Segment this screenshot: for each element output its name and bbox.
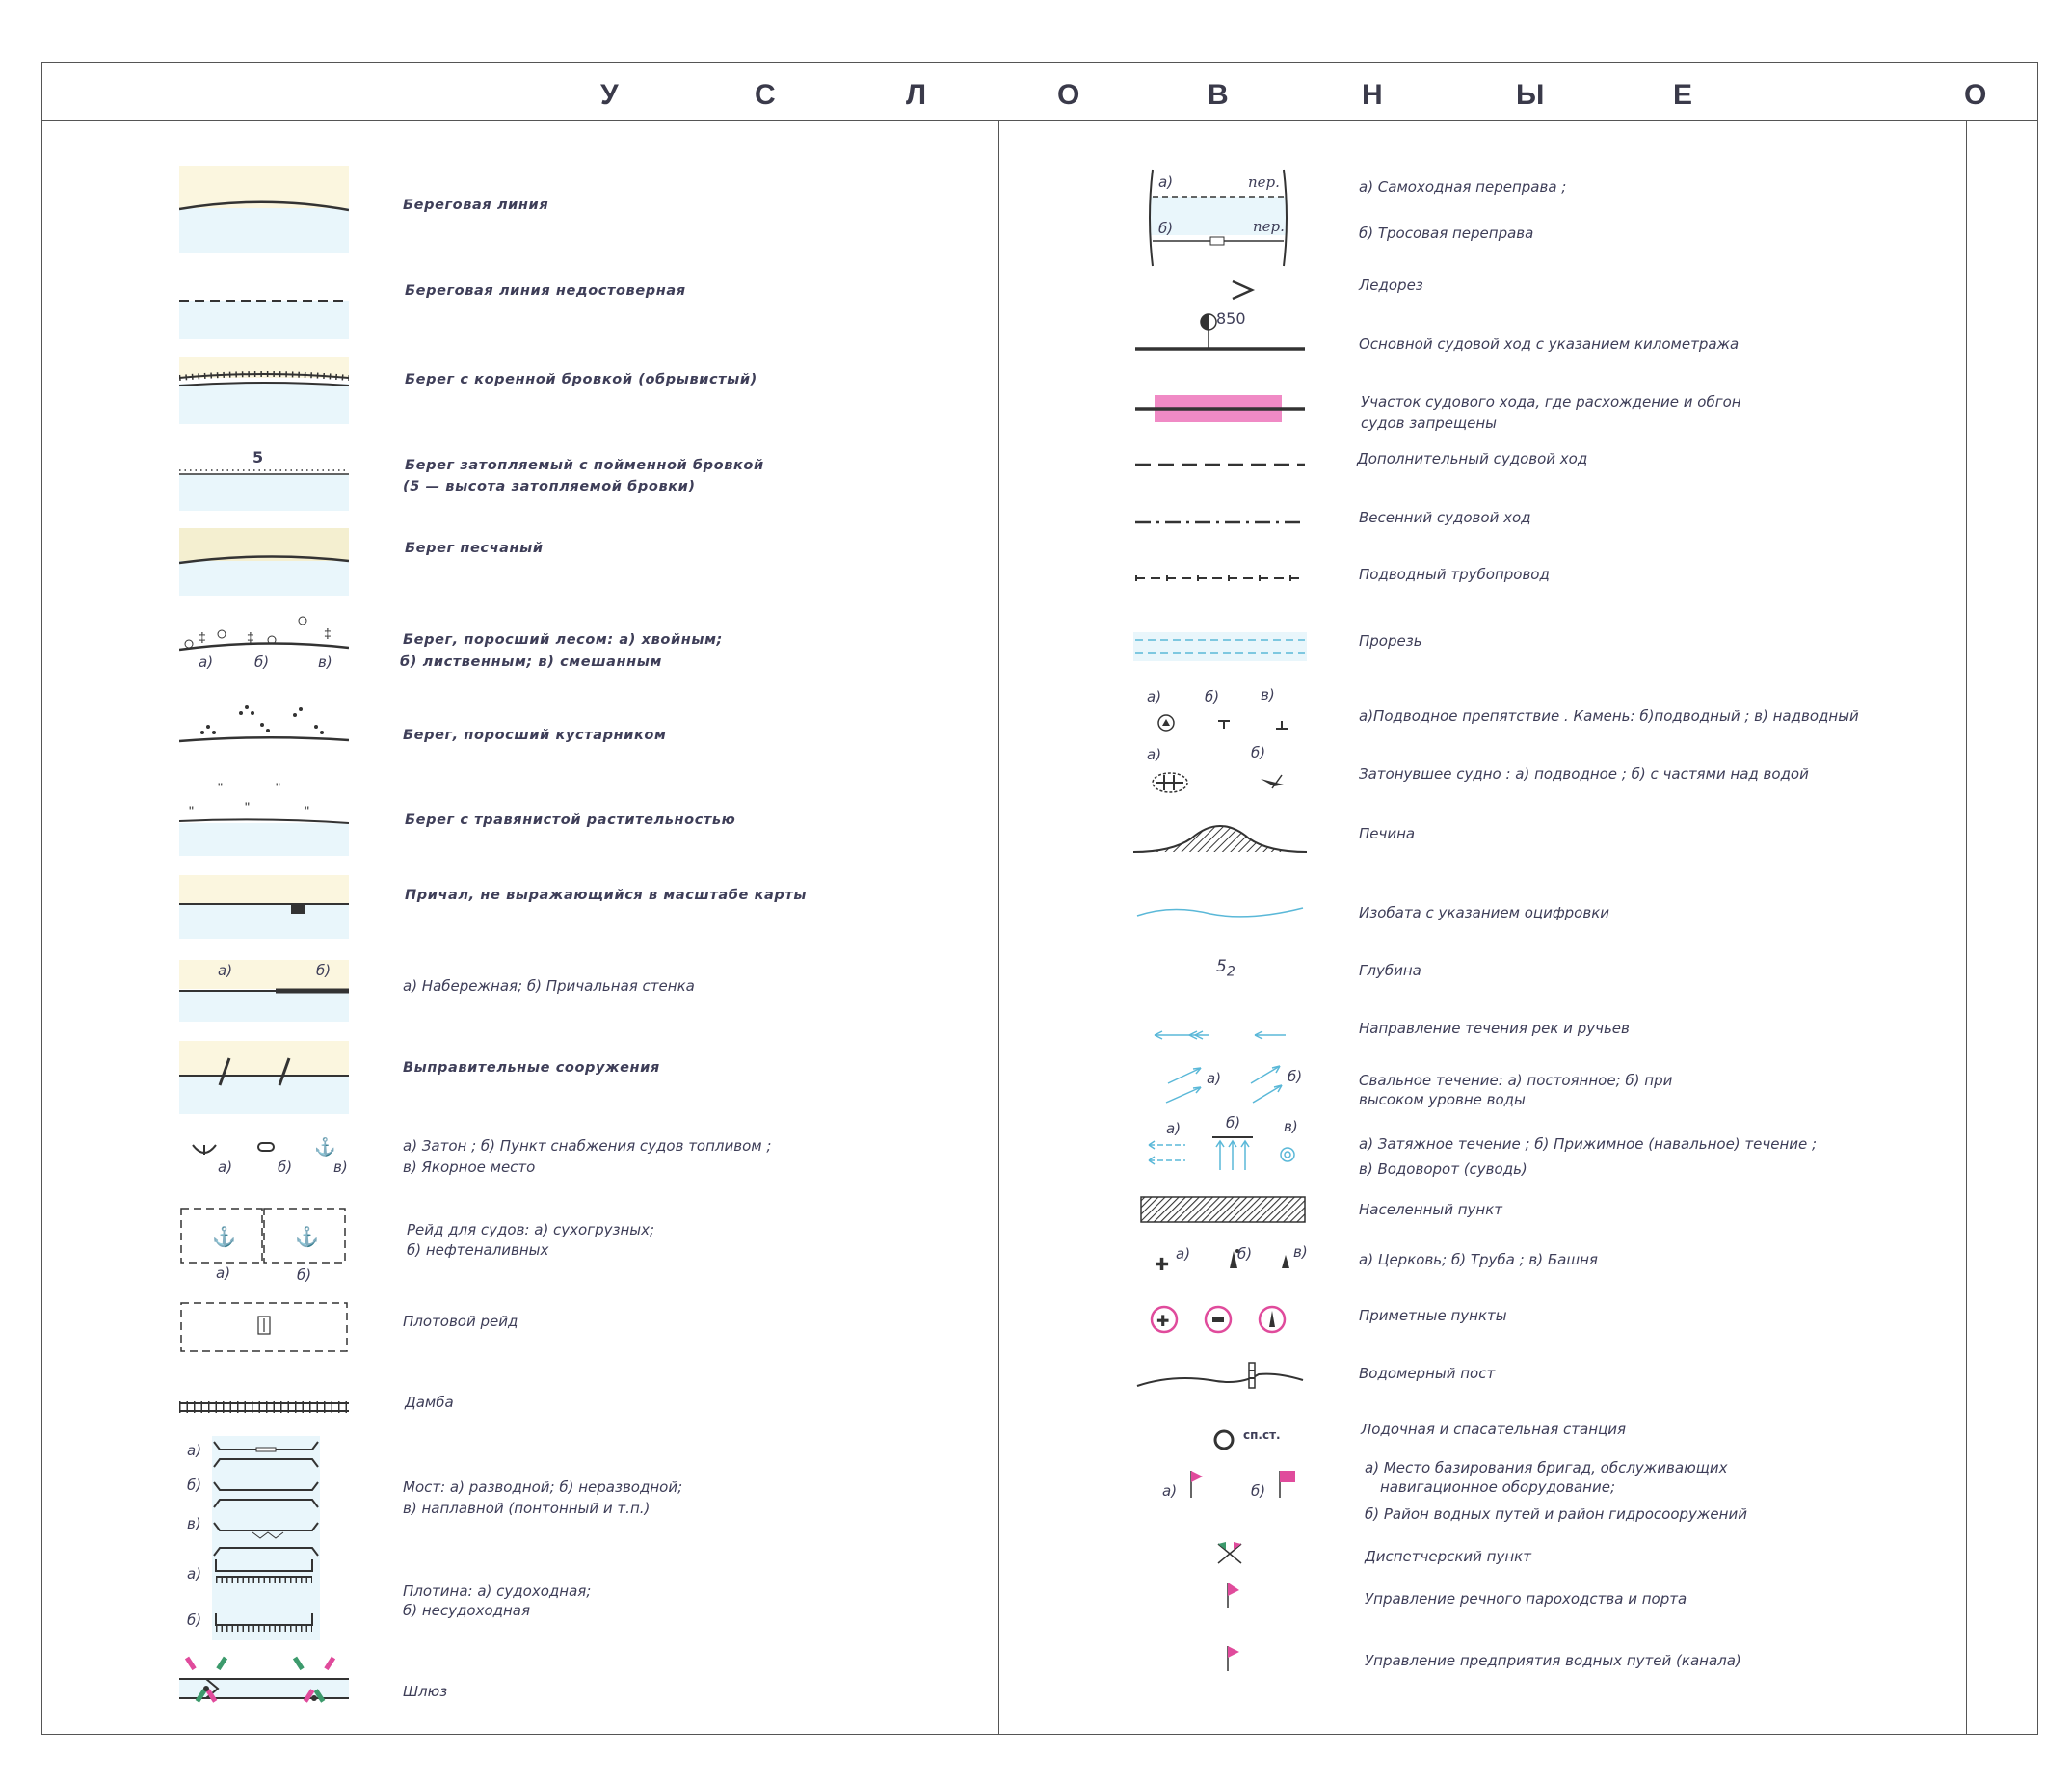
label-b: б) — [187, 1611, 202, 1629]
label-c: в) — [1261, 686, 1275, 704]
legend-label: а) Набережная; б) Причальная стенка — [403, 977, 695, 995]
shoal-symbol — [1133, 810, 1307, 858]
brigade-flags-symbols — [1183, 1467, 1299, 1500]
label-a: а) — [199, 653, 214, 671]
anchorage-symbols — [189, 1133, 353, 1172]
legend-label: Причал, не выражающийся в масштабе карты — [405, 888, 808, 903]
legend-label: Мост: а) разводной; б) неразводной; — [403, 1478, 683, 1496]
svg-text:": " — [245, 799, 250, 814]
depth-decimal: 2 — [1226, 964, 1235, 980]
label-a: а) — [1147, 746, 1162, 763]
legend-label: Берег, поросший кустарником — [403, 728, 667, 743]
legend-label: Направление течения рек и ручьев — [1359, 1020, 1630, 1037]
label-a: а) — [1207, 1070, 1222, 1087]
header-letter: Л — [906, 79, 927, 111]
no-passing-section-symbol — [1133, 393, 1307, 426]
depth-number — [1216, 956, 1235, 982]
legend-label: Населенный пункт — [1359, 1201, 1503, 1218]
legend-label: Плотовой рейд — [403, 1313, 518, 1330]
legend-label: а) Самоходная переправа ; — [1359, 178, 1567, 196]
legend-label: Лодочная и спасательная станция — [1361, 1421, 1627, 1438]
label-c: в) — [318, 653, 332, 671]
svg-text:✚: ✚ — [1156, 1314, 1170, 1330]
svg-text:‡: ‡ — [324, 625, 332, 641]
spring-channel-symbol — [1133, 515, 1307, 530]
svg-text:": " — [276, 780, 280, 795]
header-letter: Н — [1362, 79, 1383, 111]
legend-label: Диспетчерский пункт — [1365, 1548, 1531, 1565]
dispatch-point-symbol — [1214, 1540, 1247, 1567]
legend-label: Берег песчаный — [405, 541, 544, 556]
pipeline-symbol — [1133, 571, 1307, 586]
roadstead-symbol — [179, 1207, 349, 1264]
header-letter: У — [600, 79, 619, 111]
legend-label: Берег, поросший лесом: а) хвойным; — [403, 632, 723, 648]
legend-label: Глубина — [1359, 962, 1421, 979]
current-types-symbols — [1141, 1133, 1305, 1172]
svg-text:": " — [189, 803, 194, 818]
legend-label-2: (5 — высота затопляемой бровки) — [403, 479, 696, 494]
label-a: а) — [187, 1442, 202, 1459]
legend-label: Весенний судовой ход — [1359, 509, 1531, 526]
legend-label: Изобата с указанием оцифровки — [1359, 904, 1610, 921]
legend-label: Подводный трубопровод — [1359, 566, 1550, 583]
legend-label: Свальное течение: а) постоянное; б) при — [1359, 1072, 1673, 1089]
svg-text:‡: ‡ — [199, 629, 206, 645]
label-a: а) — [1176, 1245, 1191, 1263]
label-b: б) — [1251, 744, 1266, 761]
shipping-admin-flag-symbol — [1222, 1579, 1245, 1610]
svg-text:⚓: ⚓ — [212, 1227, 236, 1248]
isobath-symbol — [1133, 896, 1307, 925]
label-b: б) — [254, 653, 270, 671]
legend-label: Приметные пункты — [1359, 1307, 1507, 1324]
legend-label-2: в) наплавной (понтонный и т.п.) — [403, 1500, 651, 1517]
legend-header — [41, 62, 2038, 121]
label-a: а) — [1162, 1482, 1178, 1500]
legend-label-2: б) Тросовая переправа — [1359, 225, 1534, 242]
label-a: а) — [1158, 173, 1174, 191]
label-a: а) — [187, 1565, 202, 1583]
water-gauge-symbol — [1133, 1357, 1307, 1399]
wreck-symbols — [1147, 765, 1301, 798]
current-direction-symbol — [1151, 1025, 1295, 1045]
header-letter: Е — [1673, 79, 1693, 111]
legend-label: Береговая линия недостоверная — [405, 283, 686, 299]
notable-points-symbols — [1147, 1303, 1301, 1336]
training-works-symbol — [179, 1041, 349, 1114]
header-letter: В — [1208, 79, 1229, 111]
legend-label: Печина — [1359, 825, 1416, 842]
underwater-obstacle-symbols — [1147, 709, 1301, 736]
label-a: а) — [218, 1158, 233, 1176]
legend-label: Водомерный пост — [1359, 1365, 1496, 1382]
legend-label: Выправительные сооружения — [403, 1060, 660, 1076]
label-c: в) — [1293, 1243, 1308, 1261]
legend-label: Участок судового хода, где расхождение и обгон — [1361, 393, 1741, 411]
legend-label: Основной судовой ход с указанием километража — [1359, 335, 1740, 353]
legend-label: Дополнительный судовой ход — [1357, 450, 1588, 467]
svg-text:": " — [218, 780, 223, 795]
shoreline-symbol — [179, 166, 349, 253]
depth-value: 5 — [1216, 957, 1227, 976]
header-letter: О — [1057, 79, 1080, 111]
svg-text:⚓: ⚓ — [314, 1137, 336, 1157]
legend-label: Береговая линия — [403, 198, 549, 213]
label-a: а) — [1147, 688, 1162, 705]
label-c: в) — [333, 1158, 348, 1176]
kilometer-number: 850 — [1216, 309, 1246, 328]
label-b: б) — [1205, 688, 1220, 705]
legend-label-2: судов запрещены — [1361, 414, 1498, 432]
label-a: а) — [1166, 1120, 1182, 1137]
legend-label-2: б) лиственным; в) смешанным — [400, 654, 662, 670]
svg-text:⚓: ⚓ — [295, 1227, 319, 1248]
legend-label: а) Затон ; б) Пункт снабжения судов топливом ; — [403, 1137, 772, 1155]
label-b: б) — [187, 1477, 202, 1494]
header-letter: О — [1964, 79, 1987, 111]
label-b: б) — [1237, 1245, 1253, 1263]
right-edge-divider — [1966, 121, 1967, 1735]
station-abbrev: сп.ст. — [1243, 1428, 1281, 1442]
lock-symbol — [179, 1654, 349, 1725]
header-letter: Ы — [1516, 79, 1545, 111]
oblique-current-symbols — [1160, 1060, 1305, 1108]
bridge-symbols — [212, 1436, 320, 1561]
header-letter: С — [755, 79, 776, 111]
ferry-tag-2: пер. — [1253, 218, 1285, 235]
label-b: б) — [316, 962, 332, 979]
legend-label: Прорезь — [1359, 632, 1422, 650]
legend-label-2: высоком уровне воды — [1359, 1091, 1526, 1108]
legend-label: Затонувшее судно : а) подводное ; б) с частями над водой — [1359, 765, 1809, 783]
label-c: в) — [1284, 1118, 1298, 1135]
label-a: а) — [216, 1264, 231, 1282]
weir-symbols — [212, 1559, 320, 1640]
dredged-cut-symbol — [1133, 632, 1307, 661]
legend-label: Берег затопляемый с пойменной бровкой — [405, 458, 764, 473]
svg-text:‡: ‡ — [247, 629, 254, 645]
sandy-bank-symbol — [179, 528, 349, 596]
legend-label: Рейд для судов: а) сухогрузных; — [407, 1221, 655, 1238]
label-b: б) — [297, 1266, 312, 1284]
ice-cutter-symbol — [1229, 278, 1258, 303]
legend-label-2: б) несудоходная — [403, 1602, 531, 1619]
steep-bank-symbol — [179, 357, 349, 424]
dike-symbol — [179, 1392, 349, 1421]
legend-label: а) Затяжное течение ; б) Прижимное (навальное) течение ; — [1359, 1135, 1818, 1153]
column-divider — [998, 121, 999, 1735]
raft-roadstead-symbol — [179, 1301, 349, 1353]
legend-label: Дамба — [405, 1394, 454, 1411]
legend-label-2: в) Якорное место — [403, 1158, 536, 1176]
label-b: б) — [1226, 1114, 1241, 1131]
legend-label: Ледорез — [1359, 277, 1423, 294]
legend-label-2: б) нефтеналивных — [407, 1241, 549, 1259]
legend-label: Берег с травянистой растительностью — [405, 812, 736, 828]
waterways-admin-flag-symbol — [1222, 1642, 1245, 1673]
label-b: б) — [1288, 1068, 1303, 1085]
legend-label: Управление предприятия водных путей (канала) — [1365, 1652, 1741, 1669]
legend-label: Шлюз — [403, 1683, 448, 1700]
legend-label: Плотина: а) судоходная; — [403, 1583, 592, 1600]
bank-height-number: 5 — [252, 448, 264, 466]
legend-label: а) Церковь; б) Труба ; в) Башня — [1359, 1251, 1598, 1268]
legend-label-2: в) Водоворот (суводь) — [1359, 1160, 1527, 1178]
legend-label: Управление речного пароходства и порта — [1365, 1590, 1687, 1608]
legend-label-2: навигационное оборудование; — [1380, 1478, 1616, 1496]
legend-label: а)Подводное препятствие . Камень: б)подводный ; в) надводный — [1359, 707, 1859, 725]
label-b: б) — [1158, 220, 1174, 237]
grassy-bank-symbol — [179, 779, 349, 856]
shrub-bank-symbol — [179, 698, 349, 752]
svg-text:": " — [305, 803, 309, 818]
legend-label: а) Место базирования бригад, обслуживающих — [1365, 1459, 1728, 1477]
svg-text:✚: ✚ — [1155, 1255, 1170, 1274]
floodable-bank-symbol — [179, 443, 349, 511]
legend-label-3: б) Район водных путей и район гидросооружений — [1365, 1505, 1747, 1523]
label-a: а) — [218, 962, 233, 979]
unreliable-shoreline-symbol — [179, 272, 349, 339]
pier-symbol — [179, 875, 349, 939]
ferry-tag-1: пер. — [1248, 173, 1280, 191]
legend-label: Берег с коренной бровкой (обрывистый) — [405, 372, 757, 387]
label-c: в) — [187, 1515, 201, 1532]
label-b: б) — [278, 1158, 293, 1176]
rescue-station-symbol — [1210, 1426, 1239, 1455]
additional-channel-symbol — [1133, 457, 1307, 472]
settlement-symbol — [1139, 1195, 1307, 1224]
label-b: б) — [1251, 1482, 1266, 1500]
